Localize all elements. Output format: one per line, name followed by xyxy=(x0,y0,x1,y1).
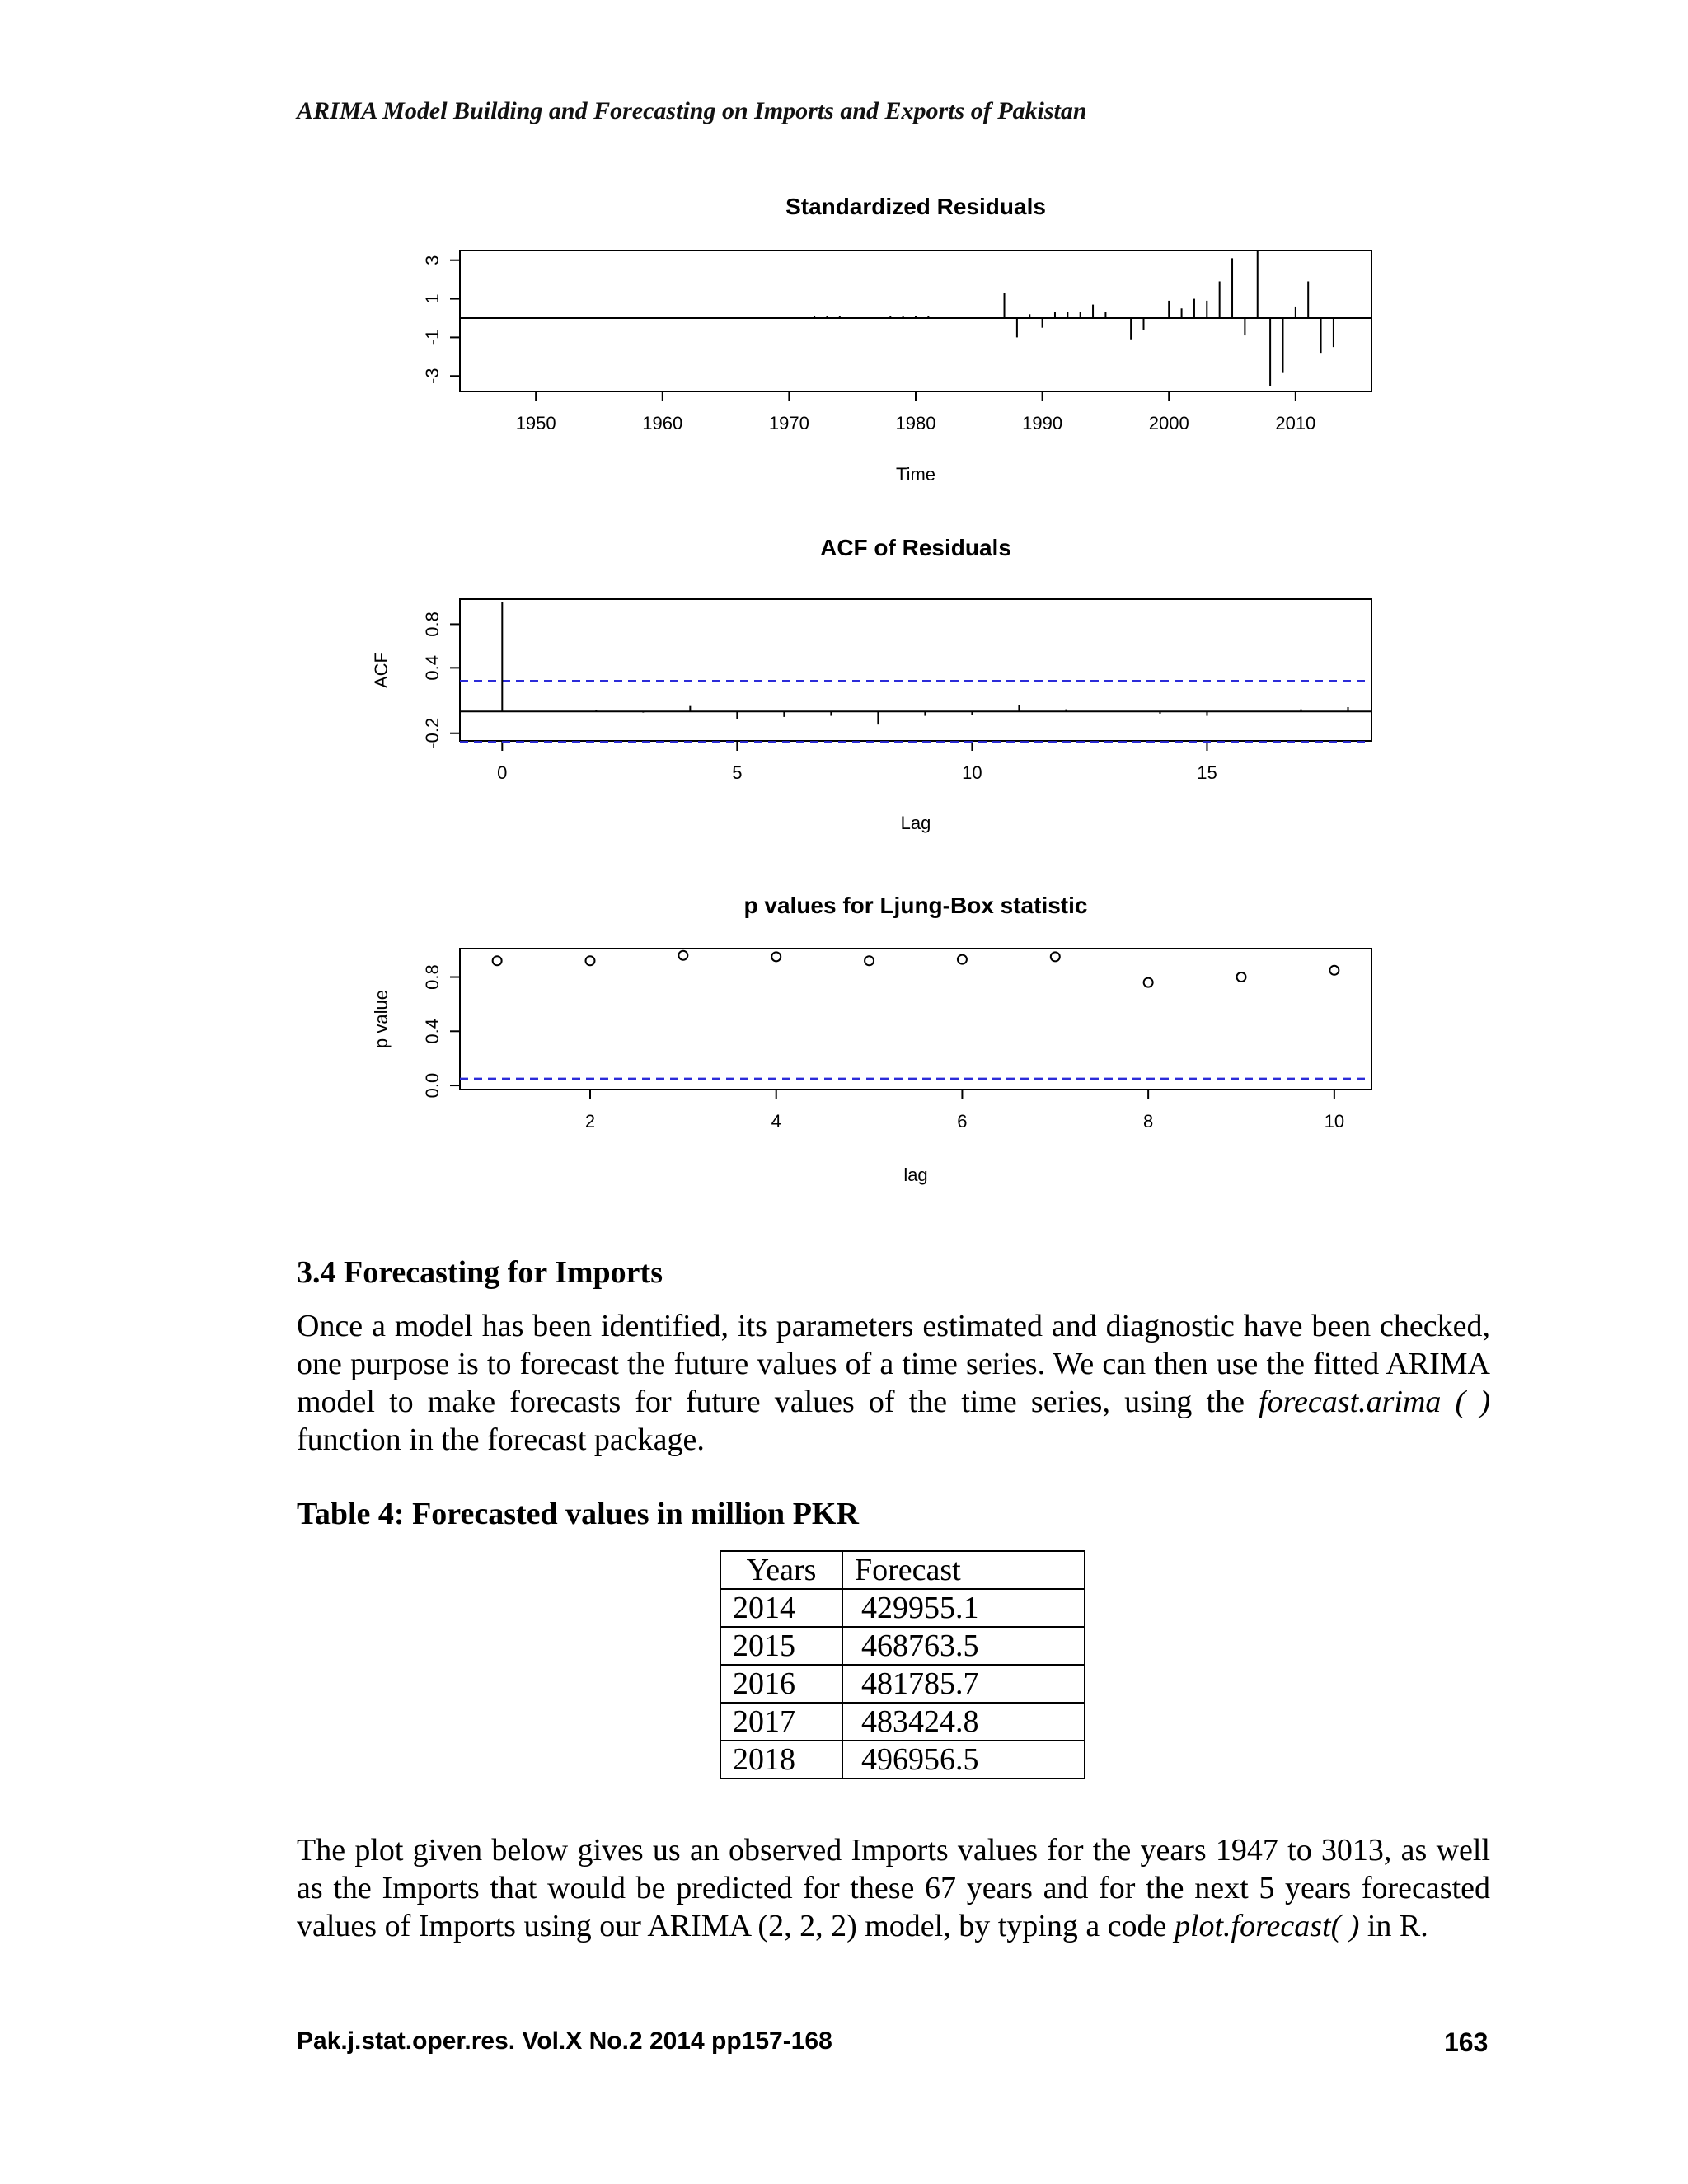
y-tick-label: 3 xyxy=(422,255,443,265)
forecast-cell: 483424.8 xyxy=(842,1703,1085,1741)
forecast-cell: 481785.7 xyxy=(842,1665,1085,1703)
plot-title: Standardized Residuals xyxy=(785,194,1046,219)
p-value-point xyxy=(493,956,502,965)
y-tick-label: 0.8 xyxy=(422,612,443,637)
p-value-point xyxy=(1237,972,1246,982)
x-tick-label: 2010 xyxy=(1275,413,1316,434)
table-row xyxy=(720,1665,1085,1703)
header-years: Years xyxy=(720,1551,842,1589)
p-value-point xyxy=(958,955,967,964)
y-tick-label: 1 xyxy=(422,293,443,304)
table-row xyxy=(720,1627,1085,1665)
y-tick-label: 0.0 xyxy=(422,1072,443,1099)
forecast-cell: 496956.5 xyxy=(842,1741,1085,1779)
x-axis-label: Time xyxy=(895,464,936,485)
y-tick-label: 0.4 xyxy=(422,655,443,681)
table-header-row xyxy=(720,1551,1085,1589)
table-caption: Table 4: Forecasted values in million PKR xyxy=(297,1497,859,1531)
x-tick-label: 10 xyxy=(1324,1111,1345,1132)
year-cell: 2018 xyxy=(720,1741,842,1779)
para2-text-a: The plot given below gives us an observed Imports values for the years 1947 to 3013, as well as the Imports that would be predicted for these 67 years and for the next 5 years forecasted values of Imports using our ARIMA (2, 2, 2) model, by typing a code xyxy=(297,1833,1490,1943)
x-tick-label: 4 xyxy=(771,1111,781,1132)
x-tick-label: 1960 xyxy=(642,413,683,434)
forecast-cell: 468763.5 xyxy=(842,1627,1085,1665)
x-tick-label: 2000 xyxy=(1148,413,1189,434)
x-tick-label: 8 xyxy=(1143,1111,1154,1132)
table-row xyxy=(720,1703,1085,1741)
para1-text-a: Once a model has been identified, its parameters estimated and diagnostic have been checked, one purpose is to forecast the future values of a time series. We can then use the fitted ARIMA model to make forecasts for future values of the time series, using the xyxy=(297,1309,1490,1419)
para1-code: forecast.arima ( ) xyxy=(1259,1385,1490,1419)
x-tick-label: 1950 xyxy=(515,413,556,434)
x-tick-label: 5 xyxy=(732,762,743,783)
table-row xyxy=(720,1741,1085,1779)
x-axis-label: lag xyxy=(903,1165,928,1185)
plot-frame xyxy=(460,949,1372,1090)
x-tick-label: 1970 xyxy=(768,413,809,434)
plot-frame xyxy=(460,599,1372,741)
page-number: 163 xyxy=(1444,2027,1489,2057)
footer-citation: Pak.j.stat.oper.res. Vol.X No.2 2014 pp157-168 xyxy=(297,2027,832,2055)
p-value-point xyxy=(586,956,595,965)
forecast-cell: 429955.1 xyxy=(842,1589,1085,1627)
plot-title: p values for Ljung-Box statistic xyxy=(743,893,1088,918)
paragraph-plot-description xyxy=(297,1831,1490,1945)
para2-code: plot.forecast( ) xyxy=(1174,1909,1360,1943)
y-tick-label: 0.8 xyxy=(422,964,443,990)
header-forecast: Forecast xyxy=(842,1551,1085,1589)
plot-title: ACF of Residuals xyxy=(820,535,1011,560)
plot-frame xyxy=(460,251,1372,391)
x-tick-label: 15 xyxy=(1197,762,1217,783)
p-value-point xyxy=(678,951,687,960)
section-heading: 3.4 Forecasting for Imports xyxy=(297,1255,663,1290)
y-axis-label: ACF xyxy=(371,652,392,688)
x-tick-label: 6 xyxy=(957,1111,968,1132)
y-tick-label: -3 xyxy=(422,368,443,385)
table-row xyxy=(720,1589,1085,1627)
p-value-point xyxy=(1144,978,1153,987)
x-tick-label: 1980 xyxy=(895,413,936,434)
para2-text-b: in R. xyxy=(1359,1909,1428,1943)
x-tick-label: 2 xyxy=(584,1111,596,1132)
forecast-table xyxy=(720,1550,1085,1779)
x-tick-label: 0 xyxy=(497,762,508,783)
running-title: ARIMA Model Building and Forecasting on Imports and Exports of Pakistan xyxy=(297,97,1087,124)
y-tick-label: 0.4 xyxy=(422,1019,443,1044)
y-axis-label: p value xyxy=(371,990,392,1048)
year-cell: 2016 xyxy=(720,1665,842,1703)
para1-text-b: function in the forecast package. xyxy=(297,1422,705,1457)
x-tick-label: 1990 xyxy=(1022,413,1063,434)
x-axis-label: Lag xyxy=(900,813,931,833)
y-tick-label: -0.2 xyxy=(422,717,443,749)
y-tick-label: -1 xyxy=(422,329,443,346)
year-cell: 2015 xyxy=(720,1627,842,1665)
p-value-point xyxy=(865,956,874,965)
p-value-point xyxy=(1051,952,1060,961)
x-tick-label: 10 xyxy=(962,762,982,783)
year-cell: 2017 xyxy=(720,1703,842,1741)
p-value-point xyxy=(1329,966,1339,975)
paragraph-forecasting xyxy=(297,1307,1490,1459)
year-cell: 2014 xyxy=(720,1589,842,1627)
p-value-point xyxy=(771,952,781,961)
